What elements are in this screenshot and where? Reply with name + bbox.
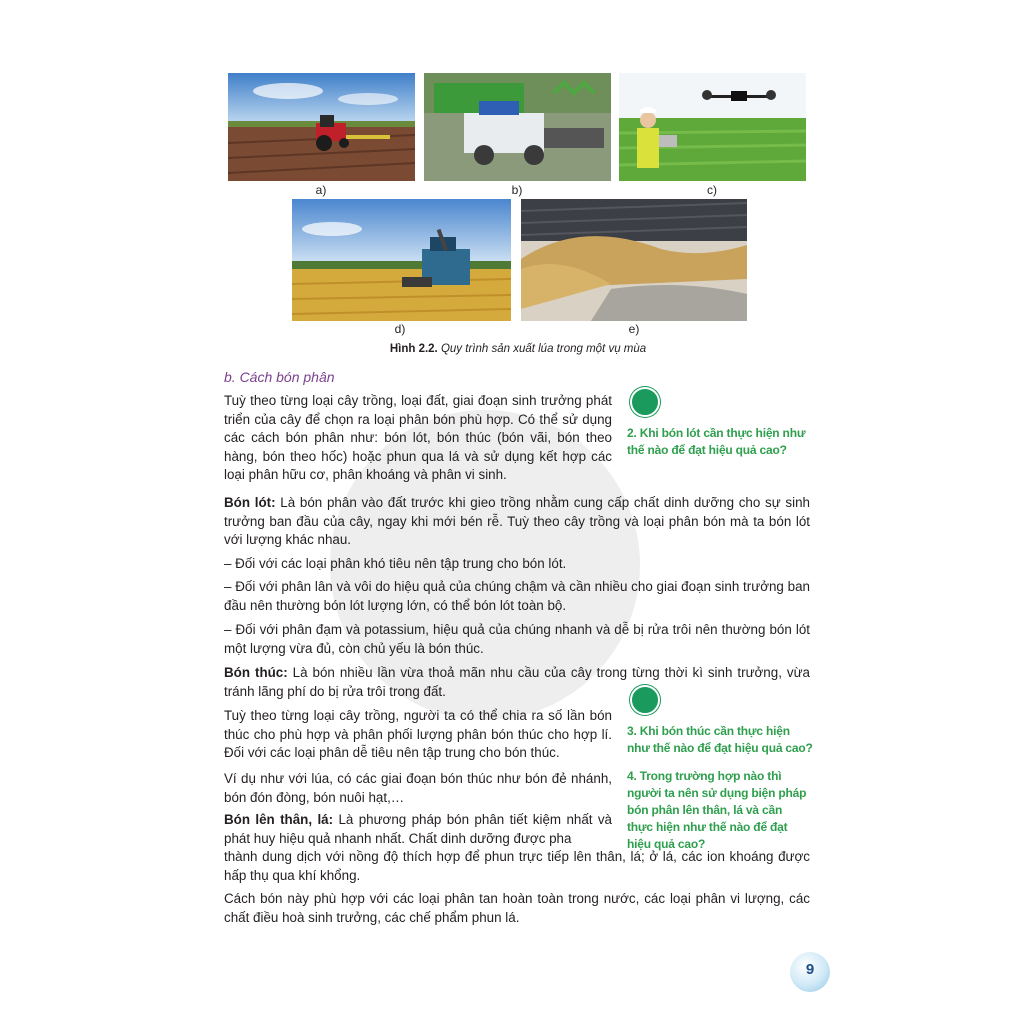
question-icon: [630, 387, 660, 417]
photo-tractor-plowing: [228, 73, 415, 181]
bullet-item: – Đối với các loại phân khó tiêu nên tập trung cho bón lót.: [224, 556, 567, 571]
bon-lot-paragraph: [224, 494, 810, 550]
bon-thuc-text: Là bón nhiều lần vừa thoả mãn nhu cầu của cây trong từng thời kì sinh trưởng, vừa tránh lãng phí do bị rửa trôi trong đất.: [224, 665, 810, 699]
caption-d: d): [394, 322, 406, 336]
caption-c: c): [707, 183, 717, 197]
page-number: 9: [790, 952, 830, 992]
bon-la-text: Là phương pháp bón phân tiết kiệm nhất và phát huy hiệu quả nhanh nhất. Chất dinh dưỡng được pha: [224, 812, 613, 846]
figure-caption-label: Hình 2.2.: [389, 343, 438, 355]
section-title: b. Cách bón phân: [224, 369, 335, 385]
closing-paragraph: Cách bón này phù hợp với các loại phân tan hoàn toàn trong nước, các loại phân vi lượng, các chất điều hoà sinh trưởng, các chế phẩm phun lá.: [224, 891, 810, 925]
bon-la-paragraph: [224, 811, 612, 848]
question-icon: [630, 685, 660, 715]
intro-paragraph: Tuỳ theo từng loại cây trồng, loại đất, giai đoạn sinh trưởng phát triển của cây để chọn ra loại phân bón phù hợp. Có thể sử dụng các cách bón phân như: bón lót, bón thúc (bón vãi, bón theo hàng, bón theo hốc) hoặc phun qua lá và sử dụng kết hợp các loại phân hữu cơ, phân khoáng và phân vi sinh.: [224, 393, 612, 483]
caption-b: b): [511, 183, 523, 197]
photo-rice-transplanter: [424, 73, 611, 181]
bullet-item: – Đối với phân đạm và potassium, hiệu quả của chúng nhanh và dễ bị rửa trôi nên thường bón lót một lượng vừa đủ, còn chủ yếu là bón thúc.: [224, 622, 810, 656]
bon-lot-label: Bón lót:: [224, 495, 276, 510]
bon-thuc-paragraph-2: Tuỳ theo từng loại cây trồng, người ta có thể chia ra số lần bón thúc cho phù hợp và phân phối lượng phân bón thúc cho hợp lí. Đối với các loại phân dễ tiêu nên tập trung cho bón thúc.: [224, 708, 612, 761]
photo-combine-harvester: [292, 199, 511, 321]
caption-a: a): [315, 183, 327, 197]
bon-lot-text: Là bón phân vào đất trước khi gieo trồng nhằm cung cấp chất dinh dưỡng cho sự sinh trưởng ban đầu của cây, ngay khi mới bén rễ. Tuỳ theo cây trồng và loại phân bón mà ta bón lót với lượng khác nhau.: [224, 495, 810, 548]
bon-thuc-label: Bón thúc:: [224, 665, 288, 680]
question-2: 2. Khi bón lót cần thực hiện như thế nào để đạt hiệu quả cao?: [627, 426, 806, 457]
bon-la-label: Bón lên thân, lá:: [224, 812, 334, 827]
bon-thuc-example: Ví dụ như với lúa, có các giai đoạn bón thúc như bón đẻ nhánh, bón đón đòng, bón nuôi hạt,…: [224, 771, 612, 805]
photo-drone-field: [619, 73, 806, 181]
question-4: 4. Trong trường hợp nào thì người ta nên sử dụng biện pháp bón phân lên thân, lá và cần thực hiện như thế nào để đạt hiệu quả cao?: [627, 769, 807, 851]
question-3: 3. Khi bón thúc cần thực hiện như thế nào để đạt hiệu quả cao?: [627, 724, 813, 755]
bon-la-paragraph-cont: thành dung dịch với nồng độ thích hợp để phun trực tiếp lên thân, lá; ở lá, các ion khoáng được hấp thụ qua khí khổng.: [224, 849, 810, 883]
photo-grain-warehouse: [521, 199, 747, 321]
bon-thuc-paragraph: [224, 664, 810, 701]
figure-caption: [228, 343, 808, 355]
figure-caption-text: Quy trình sản xuất lúa trong một vụ mùa: [440, 343, 647, 355]
bullet-item: – Đối với phân lân và vôi do hiệu quả của chúng chậm và cần nhiều cho giai đoạn sinh trưởng ban đầu nên thường bón lót lượng lớn, có thể bón lót toàn bộ.: [224, 579, 810, 613]
caption-e: e): [628, 322, 640, 336]
